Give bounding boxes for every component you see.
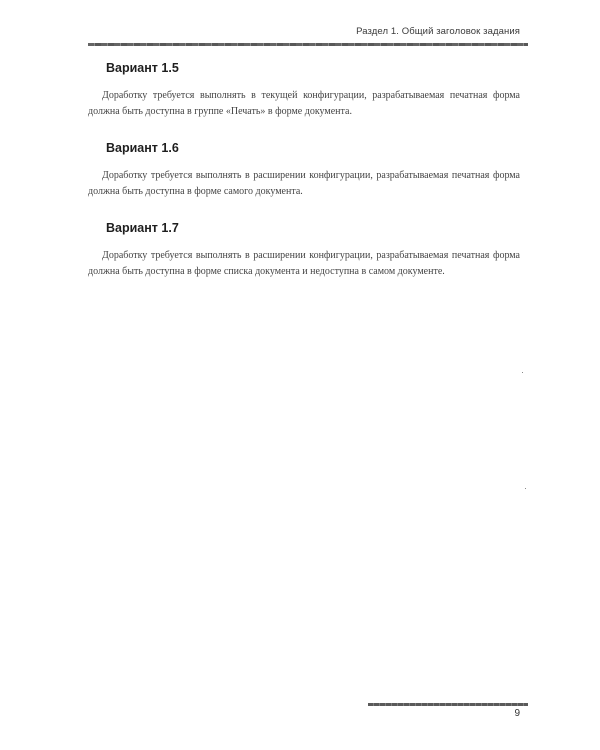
variant-title: Вариант 1.5 xyxy=(106,61,179,75)
variant-description: Доработку требуется выполнять в расширении конфигурации, разрабатываемая печатная форма должна быть доступна в форме списка документа и недоступна в самом документе. xyxy=(88,250,520,277)
scan-speck xyxy=(522,372,523,373)
page-content xyxy=(88,58,520,298)
variant-title: Вариант 1.7 xyxy=(106,221,179,235)
footer-rule xyxy=(368,703,528,706)
header-rule xyxy=(88,43,528,46)
variant-title: Вариант 1.6 xyxy=(106,141,179,155)
scan-speck xyxy=(525,488,526,489)
running-header: Раздел 1. Общий заголовок задания xyxy=(356,26,520,37)
variant-description: Доработку требуется выполнять в расширении конфигурации, разрабатываемая печатная форма должна быть доступна в форме самого документа. xyxy=(88,170,520,197)
variant-section xyxy=(88,218,520,280)
variant-description: Доработку требуется выполнять в текущей конфигурации, разрабатываемая печатная форма должна быть доступна в группе «Печать» в форме документа. xyxy=(88,90,520,117)
variant-section xyxy=(88,58,520,120)
variant-section xyxy=(88,138,520,200)
page-number: 9 xyxy=(514,708,520,719)
